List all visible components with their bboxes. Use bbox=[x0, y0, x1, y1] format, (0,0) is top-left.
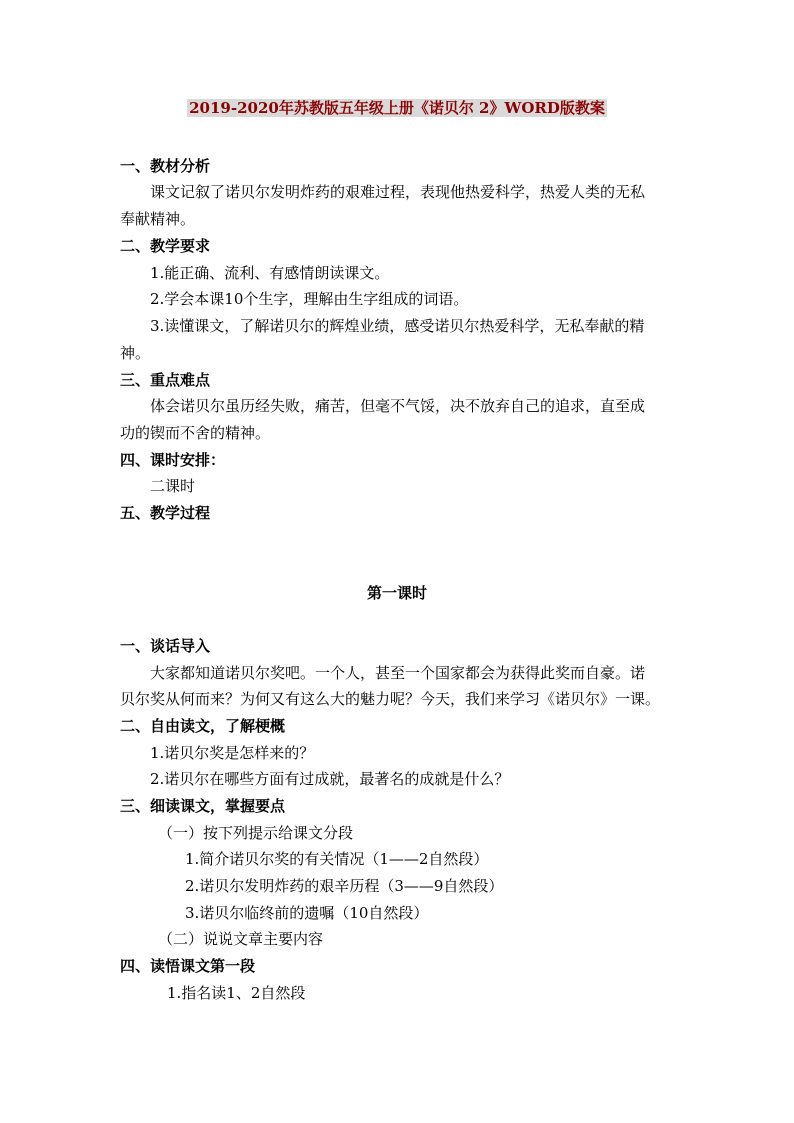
paragraph-line: 课文记叙了诺贝尔发明炸药的艰难过程，表现他热爱科学，热爱人类的无私 bbox=[150, 183, 646, 201]
paragraph-line: 贝尔奖从何而来？为何又有这么大的魅力呢？今天，我们来学习《诺贝尔》一课。 bbox=[120, 690, 661, 708]
paragraph-line: 体会诺贝尔虽历经失败，痛苦，但毫不气馁，决不放弃自己的追求，直至成 bbox=[150, 397, 646, 415]
section-heading-process: 五、教学过程 bbox=[120, 504, 211, 522]
list-item: 3.诺贝尔临终前的遗嘱（10自然段） bbox=[185, 904, 429, 922]
document-title: 2019-2020年苏教版五年级上册《诺贝尔 2》WORD版教案 bbox=[189, 99, 605, 117]
section-heading-intro: 一、谈话导入 bbox=[120, 637, 211, 655]
list-item: 2.学会本课10个生字，理解由生字组成的词语。 bbox=[150, 290, 469, 308]
list-item: 1.能正确、流利、有感情朗读课文。 bbox=[150, 264, 390, 282]
list-item: 1.诺贝尔奖是怎样来的？ bbox=[150, 744, 315, 762]
list-item: 2.诺贝尔在哪些方面有过成就，最著名的成就是什么？ bbox=[150, 770, 510, 788]
section-heading-close-reading: 三、细读课文，掌握要点 bbox=[120, 797, 286, 815]
list-item: 2.诺贝尔发明炸药的艰辛历程（3——9自然段） bbox=[185, 877, 504, 895]
section-heading-first-part: 四、读悟课文第一段 bbox=[120, 957, 256, 975]
list-item: 3.读懂课文，了解诺贝尔的辉煌业绩，感受诺贝尔热爱科学，无私奉献的精 bbox=[150, 317, 645, 335]
paragraph-line: 奉献精神。 bbox=[120, 210, 196, 228]
paragraph-line: 二课时 bbox=[150, 477, 196, 495]
lesson-title: 第一课时 bbox=[366, 584, 427, 602]
section-heading-key-points: 三、重点难点 bbox=[120, 371, 211, 389]
section-heading-materials: 一、教材分析 bbox=[120, 157, 211, 175]
list-item-continuation: 神。 bbox=[120, 344, 151, 362]
list-item: 1.指名读1、2自然段 bbox=[167, 984, 306, 1002]
list-item: （二）说说文章主要内容 bbox=[158, 930, 324, 948]
section-heading-schedule: 四、课时安排： bbox=[120, 451, 226, 469]
paragraph-line: 功的锲而不舍的精神。 bbox=[120, 424, 271, 442]
paragraph-line: 大家都知道诺贝尔奖吧。一个人，甚至一个国家都会为获得此奖而自豪。诺 bbox=[150, 664, 646, 682]
list-item: （一）按下列提示给课文分段 bbox=[158, 824, 354, 842]
list-item: 1.简介诺贝尔奖的有关情况（1——2自然段） bbox=[185, 850, 489, 868]
section-heading-free-reading: 二、自由读文，了解梗概 bbox=[120, 717, 286, 735]
section-heading-requirements: 二、教学要求 bbox=[120, 237, 211, 255]
